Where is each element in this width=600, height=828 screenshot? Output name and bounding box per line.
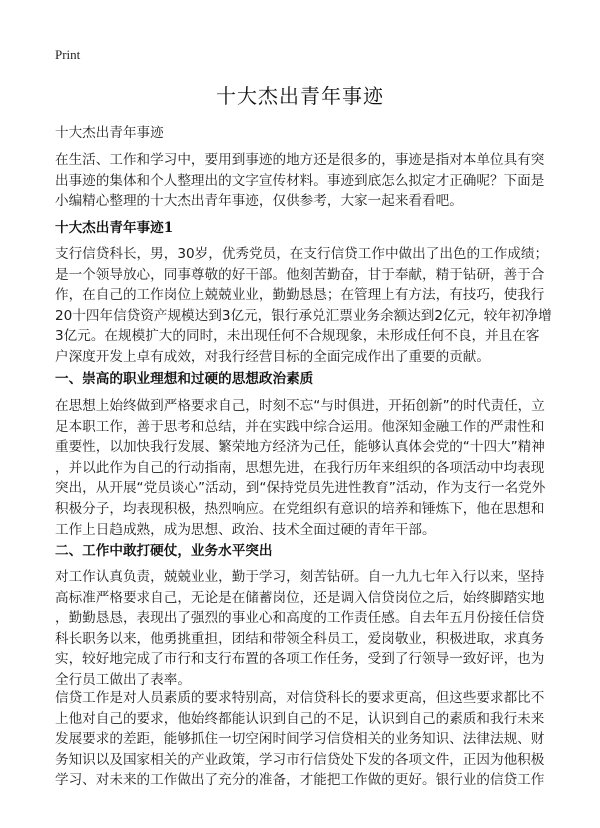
section-heading: 十大杰出青年事迹1 xyxy=(55,220,174,236)
text-line: ，并以此作为自己的行动指南，思想先进，在我行历年来组织的各项活动中均表现 xyxy=(55,459,545,476)
text-line: 作，在自己的工作岗位上兢兢业业，勤勤恳恳；在管理上有方法，有技巧，使我行 xyxy=(55,287,545,304)
text-line: ，勤勤恳恳，表现出了强烈的事业心和高度的工作责任感。自去年五月份接任信贷 xyxy=(55,610,545,627)
text-line: 学习、对未来的工作做出了充分的准备，才能把工作做的更好。银行业的信贷工作 xyxy=(55,772,545,789)
text-line: 高标准严格要求自己，无论是在储蓄岗位，还是调入信贷岗位之后，始终脚踏实地 xyxy=(55,589,545,606)
text-line: 务知识以及国家相关的产业政策，学习市行信贷处下发的各项文件，正因为他积极 xyxy=(55,751,545,768)
text-line: 科长职务以来，他勇挑重担，团结和带领全科员工，爱岗敬业，积极进取，求真务 xyxy=(55,630,545,647)
heading1-paragraph xyxy=(55,396,555,540)
text-line: 在思想上始终做到严格要求自己，时刻不忘“与时俱进，开拓创新”的时代责任，立 xyxy=(55,398,545,414)
text-line: 支行信贷科长，男，30岁，优秀党员，在支行信贷工作中做出了出色的工作成绩； xyxy=(55,246,549,262)
document-title: 十大杰出青年事迹 xyxy=(216,84,384,108)
text-line: 工作上日趋成熟，成为思想、政治、技术全面过硬的青年干部。 xyxy=(55,521,436,538)
subheading-2: 二、工作中敢打硬仗，业务水平突出 xyxy=(55,543,273,559)
heading2-paragraph xyxy=(55,567,555,691)
text-line: 是一个领导放心，同事尊敬的好干部。他刻苦勤奋，甘于奉献，精于钻研，善于合 xyxy=(55,266,545,283)
text-line: 全行员工做出了表率。 xyxy=(55,671,191,688)
intro-paragraph xyxy=(55,150,555,212)
text-line: 3亿元。在规模扩大的同时，未出现任何不合规现象，未形成任何不良，并且在客 xyxy=(55,328,540,345)
text-line: 发展要求的差距，能够抓住一切空闲时间学习信贷相关的业务知识、法律法规、财 xyxy=(55,731,545,748)
text-line: 出事迹的集体和个人整理出的文字宣传材料。事迹到底怎么拟定才正确呢？下面是 xyxy=(55,172,545,189)
heading2-paragraph-2 xyxy=(55,688,555,791)
section1-paragraph xyxy=(55,244,555,368)
document-subtitle: 十大杰出青年事迹 xyxy=(55,125,164,141)
text-line: 积极分子，均表现积极，热烈响应。在党组织有意识的培养和锤炼下，他在思想和 xyxy=(55,500,545,517)
text-line: 足本职工作，善于思考和总结，并在实践中综合运用。他深知金融工作的严肃性和 xyxy=(55,418,545,435)
text-line: 户深度开发上卓有成效，对我行经营目标的全面完成作出了重要的贡献。 xyxy=(55,348,490,365)
text-line: 对工作认真负责，兢兢业业，勤于学习，刻苦钻研。自一九九七年入行以来，坚持 xyxy=(55,569,545,585)
text-line: 突出，从开展“党员谈心”活动，到“保持党员先进性教育”活动，作为支行一名党外 xyxy=(55,480,546,497)
text-line: 实，较好地完成了市行和支行布置的各项工作任务，受到了行领导一致好评，也为 xyxy=(55,651,545,668)
text-line: 上他对自己的要求，他始终都能认识到自己的不足，认识到自己的素质和我行未来 xyxy=(55,710,545,727)
text-line: 小编精心整理的十大杰出青年事迹，仅供参考，大家一起来看看吧。 xyxy=(55,193,463,210)
print-link[interactable]: Print xyxy=(55,47,81,62)
text-line: 重要性，以加快我行发展、繁荣地方经济为己任，能够认真体会党的“十四大”精神 xyxy=(55,439,545,456)
text-line: 在生活、工作和学习中，要用到事迹的地方还是很多的，事迹是指对本单位具有突 xyxy=(55,152,545,168)
text-line: 信贷工作是对人员素质的要求特别高，对信贷科长的要求更高，但这些要求都比不 xyxy=(55,690,545,706)
subheading-1: 一、崇高的职业理想和过硬的思想政治素质 xyxy=(55,371,314,387)
text-line: 20十四年信贷资产规模达到3亿元，银行承兑汇票业务余额达到2亿元，较年初净增 xyxy=(55,307,552,324)
